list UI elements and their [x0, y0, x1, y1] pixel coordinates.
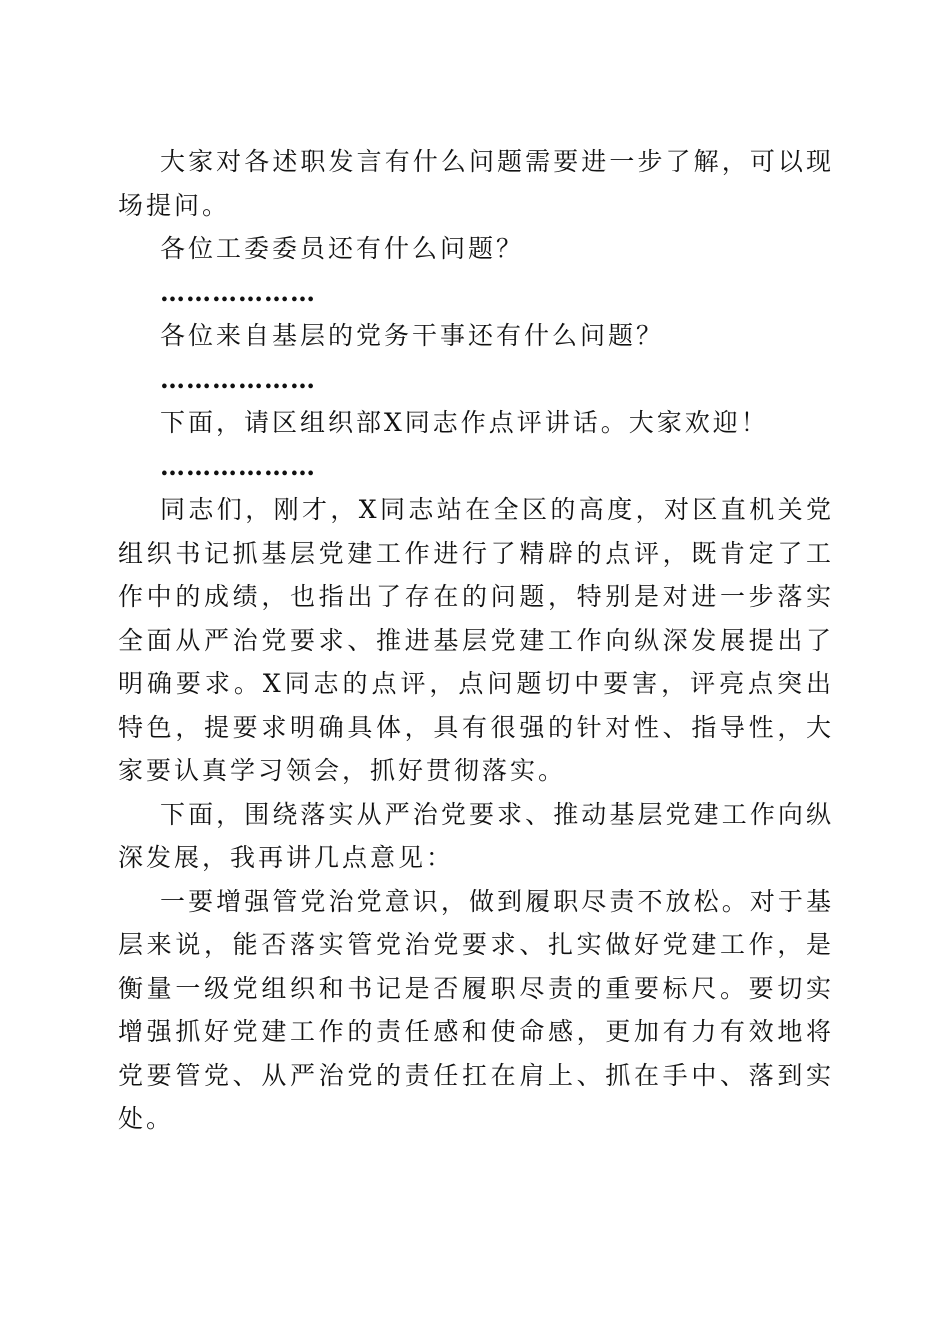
paragraph-comments-summary: 同志们，刚才，X同志站在全区的高度，对区直机关党组织书记抓基层党建工作进行了精辟的点评，既肯定了工作中的成绩，也指出了存在的问题，特别是对进一步落实全面从严治党要求、推进基层党建工作向纵深发展提出了明确要求。X同志的点评，点问题切中要害，评亮点突出特色，提要求明确具体，具有很强的针对性、指导性，大家要认真学习领会，抓好贯彻落实。	[118, 495, 834, 785]
paragraph-invite-speech: 下面，请区组织部X同志作点评讲话。大家欢迎！	[160, 408, 769, 437]
ellipsis-separator: ………………	[160, 364, 316, 394]
paragraph-questions-intro: 大家对各述职发言有什么问题需要进一步了解，可以现场提问。	[118, 147, 834, 220]
paragraph-grassroots-question: 各位来自基层的党务干事还有什么问题？	[160, 321, 665, 350]
paragraph-opinions-intro: 下面，围绕落实从严治党要求、推动基层党建工作向纵深发展，我再讲几点意见：	[118, 799, 834, 872]
paragraph-point-one: 一要增强管党治党意识，做到履职尽责不放松。对于基层来说，能否落实管党治党要求、扎实做好党建工作，是衡量一级党组织和书记是否履职尽责的重要标尺。要切实增强抓好党建工作的责任感和使命感，更加有力有效地将党要管党、从严治党的责任扛在肩上、抓在手中、落到实处。	[118, 886, 834, 1133]
ellipsis-separator: ………………	[160, 277, 316, 307]
ellipsis-separator: ………………	[160, 451, 316, 481]
paragraph-committee-question: 各位工委委员还有什么问题？	[160, 234, 525, 263]
document-body	[118, 140, 834, 1141]
